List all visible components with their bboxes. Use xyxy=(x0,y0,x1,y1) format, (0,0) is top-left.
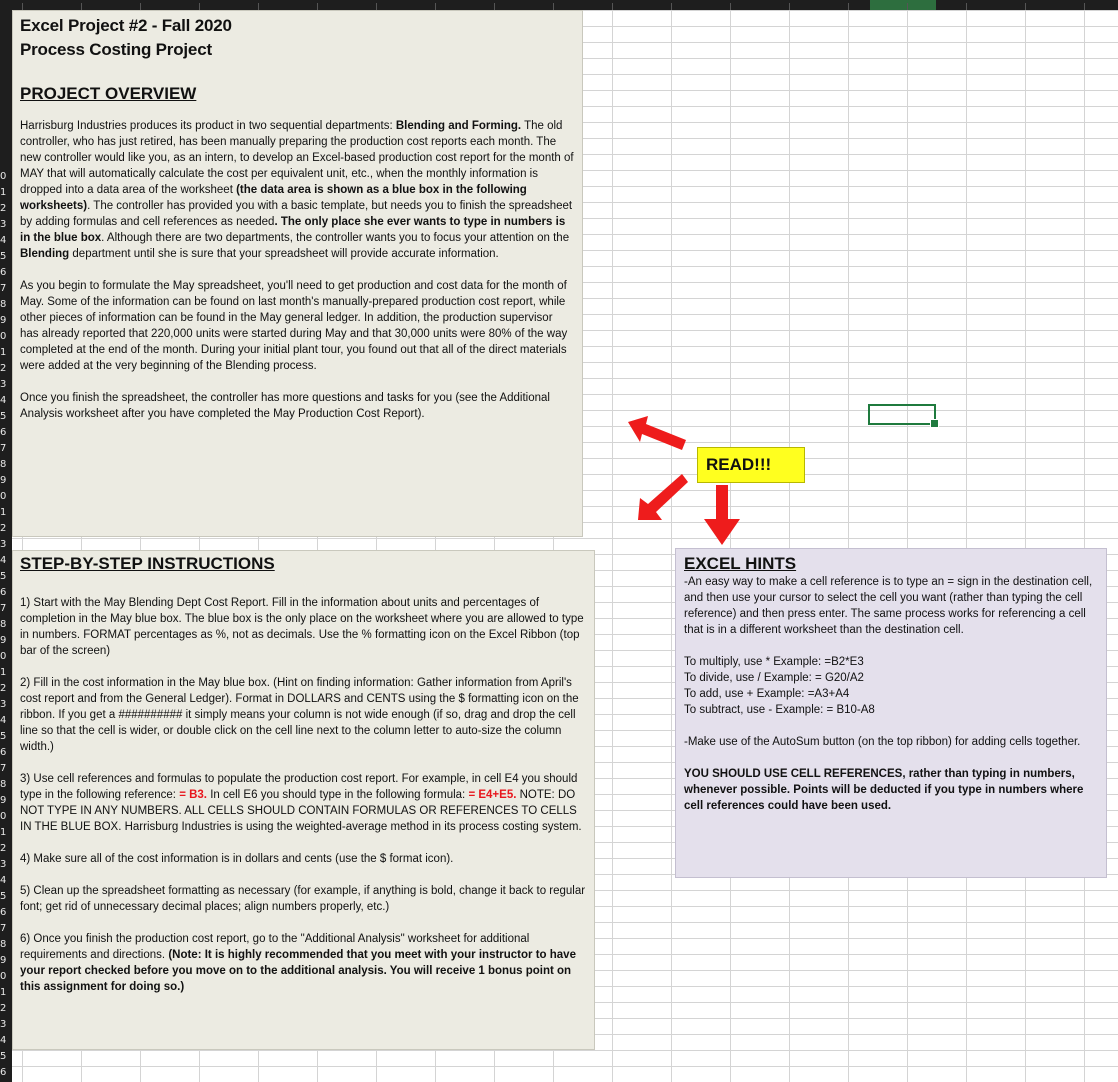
project-subtitle: Process Costing Project xyxy=(20,40,212,59)
overview-paragraph-3: Once you finish the spreadsheet, the controller has more questions and tasks for you (see the Additional Analysis worksheet after you have completed the May Production Cost Report). xyxy=(20,392,550,420)
row-number[interactable]: 1 xyxy=(0,507,7,518)
row-number[interactable]: 4 xyxy=(0,875,7,886)
row-number[interactable]: 8 xyxy=(0,939,7,950)
row-number[interactable]: 2 xyxy=(0,203,7,214)
row-number[interactable]: 0 xyxy=(0,811,7,822)
row-number[interactable]: 8 xyxy=(0,299,7,310)
row-number[interactable]: 0 xyxy=(0,331,7,342)
row-number[interactable]: 6 xyxy=(0,267,7,278)
arrow-down-icon xyxy=(700,485,744,547)
row-number[interactable]: 0 xyxy=(0,491,7,502)
row-number[interactable]: 8 xyxy=(0,459,7,470)
row-number[interactable]: 2 xyxy=(0,523,7,534)
column-divider xyxy=(317,3,318,10)
overview-paragraph-1-run: department until she is sure that your spreadsheet will provide accurate information. xyxy=(69,248,499,260)
column-divider xyxy=(671,3,672,10)
read-callout-box: READ!!! xyxy=(697,447,805,483)
row-number[interactable]: 3 xyxy=(0,1019,7,1030)
row-number[interactable]: 4 xyxy=(0,715,7,726)
overview-paragraph-1-run: . Although there are two departments, the controller wants you to focus your attention on the xyxy=(101,232,570,244)
row-number[interactable]: 8 xyxy=(0,779,7,790)
overview-paragraph-1-run: . The only place she ever wants to type in numbers is in the blue box xyxy=(20,216,566,244)
column-divider xyxy=(730,3,731,10)
row-number[interactable]: 6 xyxy=(0,587,7,598)
row-number[interactable]: 6 xyxy=(0,907,7,918)
excel-hints-panel xyxy=(675,548,1107,878)
column-divider xyxy=(612,3,613,10)
column-header-bar xyxy=(0,0,1118,10)
row-number[interactable]: 3 xyxy=(0,699,7,710)
instruction-step-3-run: = B3. xyxy=(179,789,207,801)
overview-paragraph-1-run: Harrisburg Industries produces its product in two sequential departments: xyxy=(20,120,396,132)
row-number[interactable]: 9 xyxy=(0,955,7,966)
row-number[interactable]: 6 xyxy=(0,747,7,758)
row-number[interactable]: 5 xyxy=(0,731,7,742)
row-number[interactable]: 7 xyxy=(0,923,7,934)
column-divider xyxy=(907,3,908,10)
project-overview-panel xyxy=(12,10,583,537)
row-number[interactable]: 1 xyxy=(0,347,7,358)
active-cell-selection[interactable] xyxy=(868,404,936,425)
hint-add: To add, use + Example: =A3+A4 xyxy=(684,688,850,700)
column-divider xyxy=(258,3,259,10)
row-number[interactable]: 9 xyxy=(0,635,7,646)
column-divider xyxy=(966,3,967,10)
row-number[interactable]: 5 xyxy=(0,1051,7,1062)
row-number[interactable]: 4 xyxy=(0,1035,7,1046)
arrow-left-icon xyxy=(626,414,688,454)
row-number[interactable]: 5 xyxy=(0,411,7,422)
row-number[interactable]: 4 xyxy=(0,395,7,406)
row-number[interactable]: 3 xyxy=(0,219,7,230)
instruction-step-6 xyxy=(20,931,586,995)
overview-paragraph-1-run: Blending and Forming. xyxy=(395,120,522,132)
row-number[interactable]: 5 xyxy=(0,891,7,902)
hint-autosum: -Make use of the AutoSum button (on the top ribbon) for adding cells together. xyxy=(684,736,1081,748)
row-number[interactable]: 3 xyxy=(0,859,7,870)
row-number[interactable]: 0 xyxy=(0,171,7,182)
column-divider xyxy=(81,3,82,10)
overview-paragraph-1-run: . The controller has provided you with a basic template, but needs you to finish the spreadsheet by adding formulas and cell references as needed xyxy=(20,200,573,228)
overview-paragraph-1-run: Blending xyxy=(20,248,70,260)
row-number[interactable]: 7 xyxy=(0,283,7,294)
row-number[interactable]: 0 xyxy=(0,971,7,982)
row-number[interactable]: 6 xyxy=(0,427,7,438)
instructions-heading: STEP-BY-STEP INSTRUCTIONS xyxy=(20,554,275,573)
hint-multiply: To multiply, use * Example: =B2*E3 xyxy=(684,656,864,668)
row-number[interactable]: 4 xyxy=(0,555,7,566)
column-divider xyxy=(199,3,200,10)
instruction-step-6-run: (Note: It is highly recommended that you meet with your instructor to have your report checked before you move on to the additional analysis. You will receive 1 bonus point on this assignment for doing so.) xyxy=(20,949,576,993)
row-number[interactable]: 7 xyxy=(0,443,7,454)
column-divider xyxy=(376,3,377,10)
row-number[interactable]: 1 xyxy=(0,187,7,198)
instruction-step-3-run: = E4+E5. xyxy=(468,789,517,801)
fill-handle[interactable] xyxy=(930,419,939,428)
column-divider xyxy=(1025,3,1026,10)
column-divider xyxy=(1084,3,1085,10)
row-number[interactable]: 7 xyxy=(0,603,7,614)
instruction-step-1: 1) Start with the May Blending Dept Cost Report. Fill in the information about units and percentages of completion in the May blue box. The blue box is the only place on the worksheet where you are allowed to type in numbers. FORMAT percentages as %, not as decimals. Use the % formatting icon on the Excel Ribbon (top bar of the screen) xyxy=(20,597,584,657)
instruction-step-4: 4) Make sure all of the cost information is in dollars and cents (use the $ format icon). xyxy=(20,853,454,865)
row-number[interactable]: 3 xyxy=(0,379,7,390)
column-divider xyxy=(140,3,141,10)
column-divider xyxy=(553,3,554,10)
row-number[interactable]: 8 xyxy=(0,619,7,630)
instruction-step-3-run: 3) Use cell references and formulas to populate the production cost report. For example, in cell E4 you should type in the following reference: xyxy=(20,773,578,801)
row-number[interactable]: 2 xyxy=(0,843,7,854)
row-number[interactable]: 2 xyxy=(0,363,7,374)
column-divider xyxy=(435,3,436,10)
row-header-bar xyxy=(0,10,12,1082)
row-number[interactable]: 1 xyxy=(0,667,7,678)
excel-hints-heading: EXCEL HINTS xyxy=(684,554,797,573)
arrow-down-left-icon xyxy=(634,470,690,524)
overview-paragraph-1-run: The old controller, who has just retired, has been manually preparing the production cost reports each month. The new controller would like you, as an intern, to develop an Excel-based production cost report for the month of MAY that will automatically calculate the cost per equivalent unit, etc., when the monthly information is dropped into a data area of the worksheet xyxy=(20,120,574,196)
instruction-step-6-run: 6) Once you finish the production cost report, go to the "Additional Analysis" worksheet for additional requirements and directions. xyxy=(20,933,530,961)
hint-warning: YOU SHOULD USE CELL REFERENCES, rather than typing in numbers, whenever possible. Points will be deducted if you type in numbers where cell references could have been used. xyxy=(684,768,1084,812)
row-number[interactable]: 4 xyxy=(0,235,7,246)
instruction-step-2: 2) Fill in the cost information in the May blue box. (Hint on finding information: Gather information from April's cost report and from the General Ledger). Format in DOLLARS and CENTS using the $ formatting icon on the ribbon. If you get a ########## it simply means your column is not wide enough (if so, drag and drop the cell line so that the cell is wider, or double click on the cell line next to the column letter to auto-size the column width.) xyxy=(20,677,579,753)
hint-subtract: To subtract, use - Example: = B10-A8 xyxy=(684,704,875,716)
instruction-step-5: 5) Clean up the spreadsheet formatting as necessary (for example, if anything is bold, change it back to regular font; get rid of unnecessary decimal places; align numbers properly, etc.) xyxy=(20,885,586,913)
instructions-panel xyxy=(12,550,595,1050)
hint-cell-reference: -An easy way to make a cell reference is to type an = sign in the destination cell, and then use your cursor to select the cell you want (rather than typing the cell reference) and then press enter. The same process works for referencing a cell that is in a different worksheet than the destination cell. xyxy=(684,576,1093,636)
row-number[interactable]: 1 xyxy=(0,987,7,998)
overview-paragraph-1 xyxy=(20,118,574,262)
column-divider xyxy=(22,3,23,10)
row-number[interactable]: 9 xyxy=(0,315,7,326)
row-number[interactable]: 7 xyxy=(0,763,7,774)
instruction-step-3-run: NOTE: DO NOT TYPE IN ANY NUMBERS. ALL CELLS SHOULD CONTAIN FORMULAS OR REFERENCES TO CELLS IN THE BLUE BOX. Harrisburg Industries is using the weighted-average method in its process costing system. xyxy=(20,789,582,833)
project-overview-heading: PROJECT OVERVIEW xyxy=(20,84,197,103)
row-number[interactable]: 5 xyxy=(0,251,7,262)
row-number[interactable]: 2 xyxy=(0,1003,7,1014)
row-number[interactable]: 9 xyxy=(0,795,7,806)
column-divider xyxy=(789,3,790,10)
row-number[interactable]: 1 xyxy=(0,827,7,838)
row-number[interactable]: 0 xyxy=(0,651,7,662)
row-number[interactable]: 6 xyxy=(0,1067,7,1078)
column-divider xyxy=(848,3,849,10)
overview-paragraph-2: As you begin to formulate the May spreadsheet, you'll need to get production and cost data for the month of May. Some of the information can be found on last month's manually-prepared production cost report, while other pieces of information can be found in the May general ledger. In addition, the production supervisor has already reported that 220,000 units were started during May and that 30,000 units were 80% of the way completed at the end of the month. During your initial plant tour, you found out that all of the direct materials were added at the very beginning of the Blending process. xyxy=(20,280,568,372)
row-number[interactable]: 9 xyxy=(0,475,7,486)
hint-divide: To divide, use / Example: = G20/A2 xyxy=(684,672,864,684)
row-number[interactable]: 3 xyxy=(0,539,7,550)
instruction-step-3-run: In cell E6 you should type in the following formula: xyxy=(207,789,469,801)
selected-column-header[interactable] xyxy=(870,0,936,10)
project-title: Excel Project #2 - Fall 2020 xyxy=(20,16,232,35)
overview-paragraph-1-run: (the data area is shown as a blue box in the following worksheets) xyxy=(20,184,527,212)
row-number[interactable]: 2 xyxy=(0,683,7,694)
instruction-step-3 xyxy=(20,771,586,835)
row-number[interactable]: 5 xyxy=(0,571,7,582)
column-divider xyxy=(494,3,495,10)
